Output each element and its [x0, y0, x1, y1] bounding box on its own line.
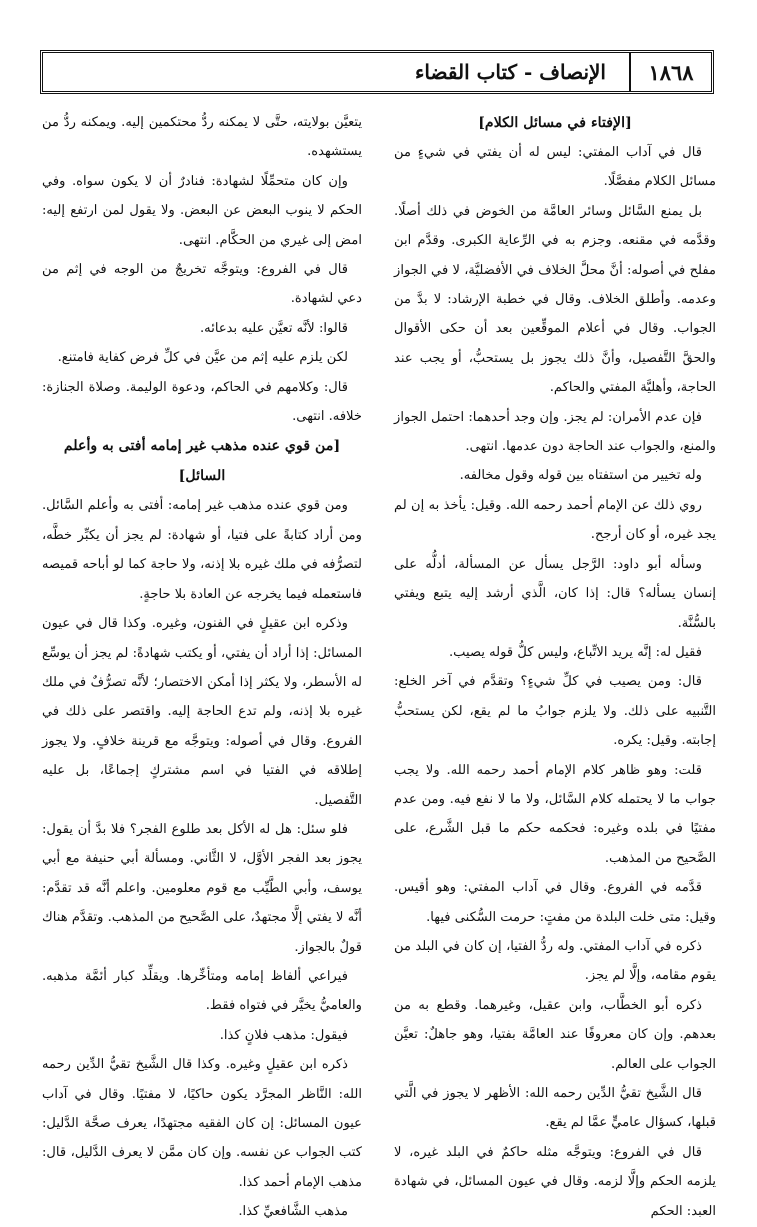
paragraph: وإن كان متحمِّلًا لشهادة: فنادرٌ أن لا يكون سواه. وفي الحكم لا ينوب البعض عن البعض. ولا يقول لمن ارتفع إليه: امض إلى غيري من الحكَّام. انتهى. [42, 173, 362, 248]
left-text-column [42, 108, 362, 1220]
paragraph: يتعيَّن بولايته، حتَّى لا يمكنه ردُّ محتكمين إليه. ويمكنه ردُّ من يستشهده. [42, 115, 362, 160]
paragraph: قلت: وهو ظاهر كلام الإمام أحمد رحمه الله. ولا يجب جواب ما لا يحتمله كلام السَّائل، ولا ما لا نفع فيه. ومن عدم مفتيًا في بلده وغيره: فحكمه حكم ما قبل الشَّرع، على الصَّحيح من المذهب. [394, 762, 716, 866]
paragraph: ومن قوي عنده مذهب غير إمامه: أفتى به وأعلم السَّائل. ومن أراد كتابةً على فتيا، أو شهادة: لم يجز أن يكبِّر خطَّه، لتصرُّفه في ملك غيره بلا إذنه، ولا حاجة كما لو أباحه قميصه فاستعمله فيما يخرجه عن العادة بلا حاجةٍ. [42, 498, 362, 602]
paragraph: لكن يلزم عليه إثم من عيَّن في كلِّ فرض كفاية فامتنع. [57, 350, 348, 366]
paragraph: وسأله أبو داود: الرَّجل يسأل عن المسألة، أدلُّه على إنسان يسأله؟ قال: إذا كان، الَّذي أرشد إليه يتبع ويفتي بالسُّنَّة. [394, 556, 716, 631]
paragraph: وذكره ابن عقيلٍ في الفنون، وغيره. وكذا قال في عيون المسائل: إذا أراد أن يفتي، أو يكتب شهادةً: لم يجز أن يوسِّع له الأسطر، ولا يكثر إذا أمكن الاختصار؛ لأنَّه تصرُّفٌ في ملك غيره بلا إذنه، ولم تدع الحاجة إليه. واقتصر على ذلك في الفروع. وقال في أصوله: ويتوجَّه مع قرينة خلافٍ. ولا يجوز إطلاقه في الفتيا في اسم مشتركٍ إجماعًا، بل عليه التَّفصيل. [42, 616, 362, 808]
paragraph: قال: وكلامهم في الحاكم، ودعوة الوليمة. وصلاة الجنازة: خلافه. انتهى. [42, 379, 362, 425]
section-heading: [الإفتاء في مسائل الكلام] [478, 115, 632, 131]
paragraph: بل يمنع السَّائل وسائر العامَّة من الخوض في ذلك أصلًا. وقدَّمه في مقنعه. وجزم به في الرِّعاية الكبرى. وقدَّم ابن مفلح في أصوله: أنَّ محلَّ الخلاف في الأفضليَّة، لا في الجواز وعدمه. وأطلق الخلاف. وقال في خطبة الإرشاد: لا بدَّ من الجواب. وقال في أعلام الموقِّعين بعد أن حكى الأقوال والحقَّ التَّفصيل، وأنَّ ذلك يجوز بل يستحبُّ، أو يجب عند الحاجة، وأهليَّة المفتي والحاكم. [394, 203, 716, 396]
paragraph: قدَّمه في الفروع. وقال في آداب المفتي: وهو أقيس. وقيل: متى خلت البلدة من مفتٍ: حرمت السُّكنى فيها. [394, 880, 716, 925]
paragraph: وله تخيير من استفتاه بين قوله وقول مخالفه. [459, 468, 702, 484]
paragraph: فيراعي ألفاظ إمامه ومتأخِّرها. ويقلِّد كبار أئمَّة مذهبه. والعاميُّ يخيَّر في فتواه فقط. [42, 968, 362, 1014]
paragraph: قال في الفروع: ويتوجَّه مثله حاكمٌ في البلد غيره، لا يلزمه الحكم وإلَّا لزمه. وقال في عيون المسائل، في شهادة العبد: الحكم [394, 1144, 716, 1219]
paragraph: ذكره ابن عقيلٍ وغيره. وكذا قال الشَّيخ تقيُّ الدِّين رحمه الله: النَّاظر المجرَّد يكون حاكيًا، لا مفتيًا. وقال في آداب عيون المسائل: إن كان الفقيه مجتهدًا، يعرف صحَّة الدَّليل: كتب الجواب عن نفسه. وإن كان ممَّن لا يعرف الدَّليل، قال: مذهب الإمام أحمد كذا. [42, 1057, 362, 1190]
paragraph: قالوا: لأنَّه تعيَّن عليه بدعائه. [200, 320, 348, 336]
paragraph: مذهب الشَّافعيِّ كذا. [238, 1204, 348, 1220]
paragraph: قال: ومن يصيب في كلِّ شيءٍ؟ وتقدَّم في آخر الخلع: التَّنبيه على ذلك. ولا يلزم جوابُ ما لم يقع، لكن يستحبُّ إجابته. وقيل: يكره. [394, 674, 716, 749]
page-number: ١٨٦٨ [629, 53, 711, 91]
paragraph: فلو سئل: هل له الأكل بعد طلوع الفجر؟ فلا بدَّ أن يقول: يجوز بعد الفجر الأوَّل، لا الثَّاني. ومسألة أبي حنيفة مع أبي يوسف، وأبي الطَّيِّب مع قوم معلومين. واعلم أنَّه قد تقدَّم: أنَّه لا يفتي إلَّا مجتهدٌ، على الصَّحيح من المذهب. وتقدَّم هناك قولٌ بالجواز. [42, 821, 362, 955]
paragraph: روي ذلك عن الإمام أحمد رحمه الله. وقيل: يأخذ به إن لم يجد غيره، أو كان أرجح. [394, 497, 716, 543]
paragraph: ذكره في آداب المفتي. وله ردُّ الفتيا، إن كان في البلد من يقوم مقامه، وإلَّا لم يجز. [394, 938, 716, 984]
section-heading: [من قوي عنده مذهب غير إمامه أفتى به وأعلم السائل] [63, 438, 341, 485]
right-text-column [394, 108, 716, 1219]
paragraph: قال في آداب المفتي: ليس له أن يفتي في شيءٍ من مسائل الكلام مفصَّلًا. [394, 145, 716, 190]
paragraph: فإن عدم الأمران: لم يجز. وإن وجد أحدهما: احتمل الجواز والمنع، والجواب عند الحاجة دون عدمها. انتهى. [394, 409, 716, 455]
paragraph: ذكره أبو الخطَّاب، وابن عقيل، وغيرهما. وقطع به من بعدهم. وإن كان معروفًا عند العامَّة بفتيا، وهو جاهلٌ: تعيَّن الجواب على العالم. [394, 997, 716, 1072]
paragraph: فيقول: مذهب فلانٍ كذا. [219, 1027, 348, 1043]
running-title: الإنصاف - كتاب القضاء [415, 60, 606, 84]
paragraph: قال في الفروع: ويتوجَّه تخريجٌ من الوجه في إثم من دعي لشهادة. [42, 262, 362, 307]
paragraph: قال الشَّيخ تقيُّ الدِّين رحمه الله: الأظهر لا يجوز في الَّتي قبلها، كسؤال عاميٍّ عمَّا لم يقع. [394, 1086, 716, 1131]
running-header [40, 50, 714, 94]
paragraph: فقيل له: إنَّه يريد الاتِّباع، وليس كلُّ قوله يصيب. [449, 644, 702, 660]
